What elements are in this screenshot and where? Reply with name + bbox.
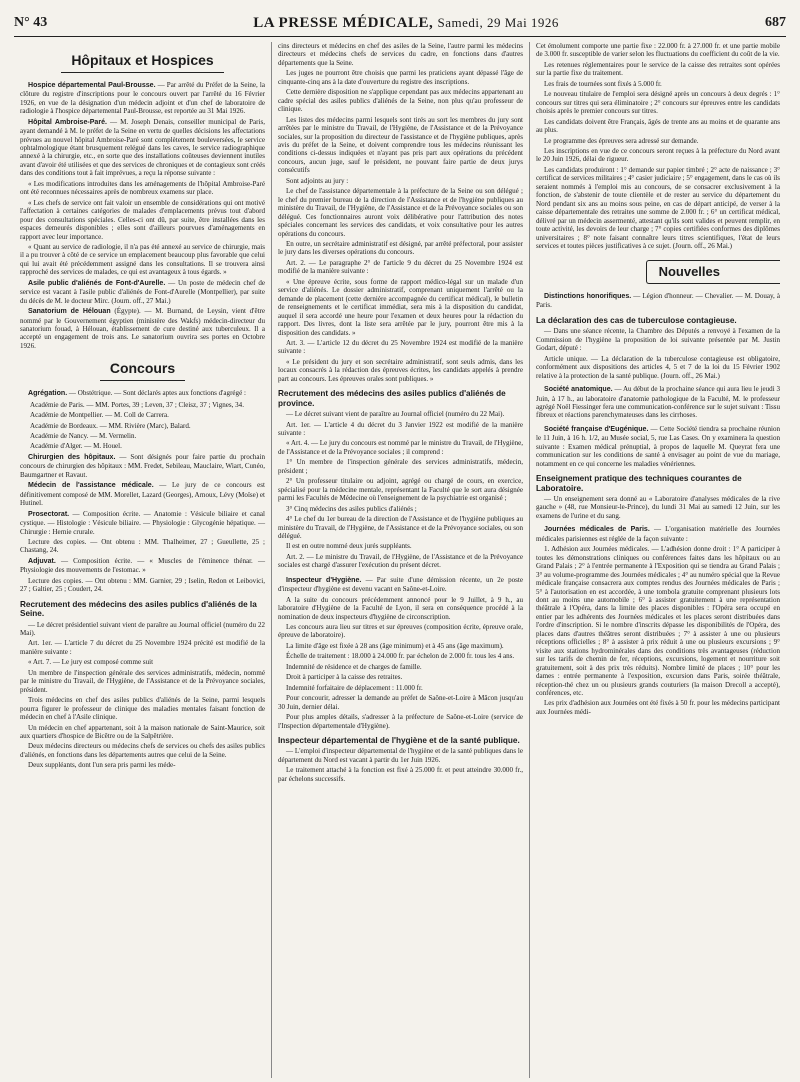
paragraph: Art. 2. — Le ministre du Travail, de l'Hygiène, de l'Assistance et de la Prévoyance sociales est chargé d'assurer l'exécution du présent décret. — [278, 552, 523, 570]
paragraph: Le chef de l'assistance départementale à la préfecture de la Seine ou son délégué ; le chef du premier bureau de la direction de l'Assistance et de l'hygiène publiques au ministère du Travail, de l'Hygiène, de l'Assistance et de la Prévoyance sociales ou son délégué. Ces fonctionnaires auront voix délibérative pour l'attribution des notes spéciales concernant les services des candidats, et voix consultative pour les autres opérations du concours. — [278, 187, 523, 238]
paragraph: Les inscriptions en vue de ce concours seront reçues à la préfecture du Nord avant le 20 Juin 1926, délai de rigueur. — [536, 146, 780, 164]
paragraph: Lecture des copies. — Ont obtenu : MM. Thalheimer, 27 ; Gueullette, 25 ; Chastang, 24. — [20, 537, 265, 555]
article-journees-medicales: Journées médicales de Paris. — L'organisation matérielle des Journées médicales parisiennes est réglée de la façon suivante : — [536, 525, 780, 543]
running-header — [14, 10, 786, 37]
paragraph: Deux médecins directeurs ou médecins chefs de services ou chefs des asiles publics d'aliénés, en fonctions dans les départements autres que celui de la Seine. — [20, 742, 265, 759]
article-title: Prosectorat. — [28, 510, 70, 518]
article-prosectorat: Prosectorat. — Composition écrite. — Anatomie : Vésicule biliaire et canal cystique. — Histologie : Vésicule biliaire. — Physiologie : Glycogénie hépatique. — Chirurgie : Hernie crurale. — [20, 509, 266, 536]
journal-title — [253, 15, 559, 32]
paragraph: Indemnité forfaitaire de déplacement : 11.000 fr. — [286, 683, 423, 692]
article-title: Sanatorium de Hélouan — [28, 308, 111, 316]
article-title: Société anatomique. — [544, 386, 613, 394]
article-title: Adjuvat. — [28, 557, 56, 565]
paragraph: A la suite du concours précédemment annoncé pour le 9 Juillet, à 9 h., au laboratoire d'Hygiène de la Faculté de Lyon, il sera en conséquence procédé à la nomination de deux inspecteurs d'hygiène de circonscription. — [278, 595, 523, 621]
paragraph: Les juges ne pourront être choisis que parmi les praticiens ayant dépassé l'âge de cinquante-cinq ans à la date d'ouverture du registre des inscriptions. — [278, 69, 523, 86]
list-item: Académie de Nancy. — M. Vermelin. — [30, 432, 137, 440]
article-chirurgien: Chirurgien des hôpitaux. — Sont désignés pour faire partie du prochain concours de chirurgien des hôpitaux : MM. Fredet, Sebileau, Mauclaire, Wiart, Cunéo, Baumgartner et Ravaut. — [20, 452, 265, 479]
paragraph: Article unique. — La déclaration de la tuberculose contagieuse est obligatoire, conformément aux dispositions des articles 4, 5 et 7 de la loi du 15 Février 1902 relative à la protection de la santé publique. (Journ. off., 26 Mai.) — [536, 354, 780, 380]
article-paul-brousse: Hospice départemental Paul-Brousse. — Par arrêté du Préfet de la Seine, la clôture du registre d'inscriptions pour le concours ouvert par l'arrêté du 16 Février 1926, en vue de la désignation d'un médecin adjoint et d'un chef de laboratoire de radiologie à l'hospice départemental Paul-Brousse, est reportée au 31 Mai 1926. — [20, 80, 265, 116]
paragraph: Les retenues réglementaires pour le service de la caisse des retraites sont opérées sur la partie fixe du traitement. — [536, 60, 780, 78]
paragraph: cins directeurs et médecins en chef des asiles de la Seine, l'autre parmi les médecins directeurs et médecins chefs de services du cadre, en fonctions dans d'autres départements que la Seine. — [278, 42, 523, 67]
paragraph: 1. Adhésion aux Journées médicales. — L'adhésion donne droit : 1° A participer à toutes les démonstrations cliniques ou conférences faites dans les hôpitaux ou au Grand Palais ; 2° à l'entrée permanente à l'Exposition qui se tiendra au Grand Palais ; 3° au volume-programme des Journées médicales ; 4° au numéro spécial que la Revue médicale française consacrera aux comptes rendus des Journées médicales de Paris ; 5° à l'autorisation en est accordée, à une tombola gratuite comprenant plusieurs lots dont au moins une automobile ; 6° à assister gratuitement à une représentation théâtrale à l'Opéra, dans la limite des places disponibles : l'Opéra sera occupé en entier par les adhérents des Journées médicales et les places seront distribuées dans l'ordre d'inscription. Si le nombre d'inscrits dépasse les disponibilités de l'Opéra, des places dans d'autres théâtres seront distribuées ; 7° à assister à une ou plusieurs réceptions officielles ; 8° à assister à prix réduit à une ou plusieurs excursions ; 9° visite aux stations hydrominérales dans des conditions très avantageuses (réduction sur les tarifs de chemin de fer, réceptions, excursions, logement et nourriture soit gratuitement, soit à des prix très réduits). Nombre limité de places ; 10° pour les dames : entrée permanente à l'exposition, excursion dans Paris, soirée théâtrale, réception-thé chez un ou plusieurs grands couturiers (la maison Drecoll a accepté), conférences, etc. — [536, 545, 780, 697]
issue-number: N° 43 — [14, 15, 48, 30]
paragraph: La limite d'âge est fixée à 28 ans (âge minimum) et à 45 ans (âge maximum). — [286, 641, 504, 650]
paragraph: Sont adjoints au jury : — [286, 176, 349, 185]
list-item: Académie de Paris. — MM. Portes, 39 ; Leven, 37 ; Cleisz, 37 ; Vignes, 34. — [30, 400, 244, 409]
paragraph: Les candidats produiront : 1° demande sur papier timbré ; 2° acte de naissance ; 3° certificat de services militaires ; 4° casier judiciaire ; 5° engagement, dans le cas où ils seraient nommés à l'emploi mis au concours, de se consacrer exclusivement à la fonction, de s'abstenir de toute clientèle et de rester au service du département du Nord pendant six ans au moins sous peine, en cas de départ anticipé, de verser à la caisse départementale des retraites une somme de 2.000 fr. ; 6° un certificat médical, délivré par un médecin assermenté, attestant qu'ils sont valides et peuvent remplir, en toute activité, les devoirs de leur charge ; 7° copies certifiées conformes des diplômes universitaires ; 8° note faisant connaître leurs titres scientifiques, l'état de leurs services et toutes pièces justificatives à ce sujet. (Journ. off., 26 Mai.) — [536, 165, 780, 250]
article-title: Hospice départemental Paul-Brousse. — [28, 81, 156, 89]
paragraph: Cette dernière disposition ne s'applique cependant pas aux médecins appartenant au cadre spécial des asiles publics d'aliénés de la Seine, non plus qu'au professeur de clinique. — [278, 88, 523, 114]
paragraph: Pour concourir, adresser la demande au préfet de Saône-et-Loire à Mâcon jusqu'au 30 Juin, dernier délai. — [278, 694, 523, 711]
columns — [14, 42, 786, 1078]
paragraph: Lecture des copies. — Ont obtenu : MM. Garnier, 29 ; Iselin, Redon et Leibovici, 27 ; Galtier, 25 ; Coudert, 24. — [20, 576, 265, 594]
paragraph: — Le décret suivant vient de paraître au Journal officiel (numéro du 22 Mai). — [286, 410, 505, 419]
article-title: Chirurgien des hôpitaux. — [28, 453, 116, 461]
paragraph: Le programme des épreuves sera adressé sur demande. — [544, 136, 699, 145]
paragraph: Il est en outre nommé deux jurés suppléants. — [286, 542, 412, 551]
paragraph: Art. 1er. — L'article 7 du décret du 25 Novembre 1924 précité est modifié de la manière suivante : — [20, 639, 265, 656]
paragraph: Art. 2. — Le paragraphe 2° de l'article 9 du décret du 25 Novembre 1924 est modifié de la manière suivante : — [278, 258, 523, 276]
issue-date: Samedi, 29 Mai 1926 — [437, 14, 559, 30]
paragraph: Un médecin en chef appartenant, soit à la maison nationale de Saint-Maurice, soit aux quartiers d'hospice de Bicêtre ou de la Salpêtrière. — [20, 723, 265, 740]
article-helouan: Sanatorium de Hélouan (Égypte). — M. Burnand, de Leysin, vient d'être nommé par le Gouvernement égyptien (ministère des Wakfs) médecin-directeur du sanatorium fouad, à Hélouan, établissement de cure destiné aux tuberculeux. Il a accepté un engagement de trois ans. Le sanatorium ouvrira ses portes en Octobre 1926. — [20, 307, 266, 350]
article-distinctions: Distinctions honorifiques. — Légion d'honneur. — Chevalier. — M. Douay, à Paris. — [536, 292, 780, 310]
paragraph: « Les modifications introduites dans les aménagements de l'hôpital Ambroise-Paré ont été reconnues nécessaires après de nombreux examens sur place. — [20, 179, 265, 197]
paragraph: Cet émolument comporte une partie fixe : 22.000 fr. à 27.000 fr. et une partie mobile de 3.000 fr. susceptible de varier selon les fluctuations du coefficient du coût de la vie. — [536, 42, 780, 59]
article-inspecteur-hygiene: Inspecteur d'Hygiène. — Par suite d'une démission récente, un 2e poste d'inspecteur d'hygiène est devenu vacant en Saône-et-Loire. — [278, 575, 523, 594]
article-title: Médecin de l'assistance médicale. — [28, 482, 154, 490]
paragraph: 1° Un membre de l'inspection générale des services administratifs, médecin, président ; — [278, 458, 523, 475]
article-title: Asile public d'aliénés de Font-d'Aurelle. — [28, 279, 166, 287]
column-1 — [14, 42, 272, 1078]
paragraph: Le nouveau titulaire de l'emploi sera désigné après un concours à deux degrés : 1° concours sur titres qui sera éliminatoire ; 2° concours sur épreuves entre les candidats choisis après le premier concours sur titres. — [536, 90, 780, 116]
paragraph: Les prix d'adhésion aux Journées ont été fixés à 50 fr. pour les médecins participant aux Journées médi- — [536, 699, 780, 716]
paragraph: 3° Cinq médecins des asiles publics d'aliénés ; — [286, 504, 417, 513]
page-number: 687 — [765, 15, 786, 30]
article-title: Distinctions honorifiques. — [544, 293, 632, 301]
list-item: Académie de Montpellier. — M. Coll de Carrera. — [30, 411, 169, 420]
column-3 — [530, 42, 786, 1078]
paragraph: Un membre de l'inspection générale des services administratifs, médecin, nommé par le ministre du Travail, de l'Hygiène, de l'Assistance et de la Prévoyance sociales, président. — [20, 668, 265, 694]
journal-name: LA PRESSE MÉDICALE, — [253, 14, 434, 31]
article-title: Agrégation. — [28, 390, 68, 398]
paragraph: 2° Un professeur titulaire ou adjoint, agrégé ou chargé de cours, en exercice, spécialisé pour la médecine mentale, représentant la Faculté que le sort aura désignée parmi les Facultés de Médecine où l'enseignement de la psychiatrie est organisé ; — [278, 477, 523, 503]
paragraph: Le traitement attaché à la fonction est fixé à 25.000 fr. et peut atteindre 30.000 fr., par échelons successifs. — [278, 766, 523, 783]
paragraph: Indemnité de résidence et de charges de famille. — [286, 662, 422, 671]
paragraph: « Les chefs de service ont fait valoir un ensemble de considérations qui ont motivé l'affectation à certaines catégories de malades d'emplacements prévus tout d'abord pour des consultations spéciales. Celles-ci ont dû, par suite, être installées dans les espaces demeurés disponibles ; elles sont d'ailleurs pourvues d'aménagements en rapport avec leur importance. — [20, 198, 265, 241]
paragraph: « Art. 4. — Le jury du concours est nommé par le ministre du Travail, de l'Hygiène, de l'Assistance et de la Prévoyance sociales ; il comprend : — [278, 439, 523, 456]
paragraph: « Le président du jury et son secrétaire administratif, sont seuls admis, dans les locaux consacrés à la rédaction des épreuves écrites, les candidats appelés à prendre part au concours. Les épreuves orales sont publiques. » — [278, 357, 523, 383]
section-heading-hopitaux: Hôpitaux et Hospices — [20, 52, 265, 73]
paragraph: En outre, un secrétaire administratif est désigné, par arrêté préfectoral, pour assister le jury dans les diverses opérations du concours. — [278, 239, 523, 257]
list-item: Académie d'Alger. — M. Houel. — [30, 442, 122, 451]
paragraph: Échelle de traitement : 18.000 à 24.000 fr. par échelon de 2.000 fr. tous les 4 ans. — [286, 652, 515, 661]
paragraph: — Un enseignement sera donné au « Laboratoire d'analyses médicales de la rive gauche » (48, rue Monsieur-le-Prince), du lundi 31 Mai au samedi 12 Juin, sur les examens de l'urine et du sang. — [536, 494, 780, 520]
paragraph: Les frais de tournées sont fixés à 5.000 fr. — [544, 79, 662, 88]
article-societe-anatomique: Société anatomique. — Au début de la prochaine séance qui aura lieu le jeudi 3 Juin, à 17 h., au laboratoire d'anatomie pathologique de la Faculté, M. le professeur agrégé Noël Fiessinger fera une communication-conférence sur le sujet suivant : Tissu fibreux et réactions parenchymateuses dans les cirrhoses. — [536, 385, 781, 420]
paragraph: Art. 3. — L'article 12 du décret du 25 Novembre 1924 est modifié de la manière suivante : — [278, 338, 523, 356]
section-heading-nouvelles: Nouvelles — [536, 260, 780, 284]
paragraph: Les candidats doivent être Français, âgés de trente ans au moins et de quarante ans au plus. — [536, 117, 780, 135]
article-ambroise-pare: Hôpital Ambroise-Paré. — M. Joseph Denais, conseiller municipal de Paris, ayant demandé à M. le préfet de la Seine en vertu de quelles décisions les affectations prévues au nouvel hôpital Ambroise-Paré sont complètement bouleversées, le service ophtalmologique étant brusquement relégué dans les caves, le service radiographique annexé à la chirurgie, etc., en sorte que des installations coûteuses deviennent inutiles avant d'avoir été utilisées et que des services de chroniques et de contagieux sont créés dans des conditions tout à fait imprévues, a reçu la réponse suivante : — [20, 117, 265, 178]
article-eugenique: Société française d'Eugénique. — Cette Société tiendra sa prochaine réunion le 11 Juin, à 16 h. 1/2, au Musée social, 5, rue Las Cases. On y examinera la question suivante : Examen médical prénuptial, à propos de laquelle M. Queyrat fera une communication sur les conditions de santé à envisager au point de vue du mariage, notamment en ce qui concerne les maladies vénériennes. — [536, 424, 780, 468]
article-agregation: Agrégation. — Obstétrique. — Sont déclarés aptes aux fonctions d'agrégé : — [28, 389, 246, 398]
paragraph: Art. 1er. — L'article 4 du décret du 3 Janvier 1922 est modifié de la manière suivante : — [278, 420, 523, 437]
paragraph: « Une épreuve écrite, sous forme de rapport médico-légal sur un malade d'un service d'aliénés. Le dossier administratif, comprenant uniquement l'arrêté ou la demande de placement (cette dernière accompagnée du certificat médical), le bulletin de renseignements et le certificat immédiat, sera mis à la disposition du candidat, auquel il sera accordé une heure pour l'examen et deux heures pour la rédaction du rapport. Des livres, dont la liste sera arrêtée par le jury, pourront être mis à la disposition des candidats. » — [278, 277, 523, 337]
article-font-aurelle: Asile public d'aliénés de Font-d'Aurelle. — Un poste de médecin chef de service est vacant à l'asile public d'aliénés de Font-d'Aurelle (Montpellier), par suite du décès de M. le docteur Mirc. (Journ. off., 27 Mai.) — [20, 278, 265, 305]
article-title-recrutement-seine: Recrutement des médecins des asiles publics d'aliénés de la Seine. — [20, 599, 257, 619]
paragraph: Deux suppléants, dont l'un sera pris parmi les méde- — [28, 761, 176, 770]
list-item: Académie de Bordeaux. — MM. Rivière (Marc), Balard. — [30, 421, 191, 430]
article-adjuvat: Adjuvat. — Composition écrite. — « Muscles de l'éminence thénar. — Physiologie des mouvements de l'estomac. » — [20, 556, 265, 575]
article-title-enseignement: Enseignement pratique des techniques courantes de Laboratoire. — [536, 474, 742, 493]
paragraph: « Quant au service de radiologie, il n'a pas été annexé au service de chirurgie, mais il a pu trouver à côté de ce service un emplacement beaucoup plus favorable que celui qui lui avait été précédemment assigné dans les consultations. Il se trouvera ainsi rapproché des services de malades, ce qui est avantageux à tous égards. » — [20, 242, 265, 277]
paragraph: Les concours aura lieu sur titres et sur épreuves (composition écrite, épreuve orale, épreuve de laboratoire). — [278, 623, 523, 640]
article-title: Hôpital Ambroise-Paré. — [28, 118, 107, 126]
article-title-inspecteur-departemental: Inspecteur départemental de l'hygiène et de la santé publique. — [278, 736, 520, 746]
paragraph: Droit à participer à la caisse des retraites. — [286, 673, 403, 682]
paragraph: — L'emploi d'inspecteur départemental de l'hygiène et de la santé publiques dans le département du Nord est vacant à partir du 1er Juin 1926. — [278, 747, 523, 764]
article-assistance: Médecin de l'assistance médicale. — Le jury de ce concours est définitivement composé de MM. Morellet, Lazard (Georges), Arnoux, Lévy (Moïse) et Hutinel. — [20, 481, 266, 508]
article-title: Journées médicales de Paris. — [544, 526, 650, 534]
paragraph: — Dans une séance récente, la Chambre des Députés a renvoyé à l'examen de la Commission de l'hygiène la proposition de loi suivante présentée par M. Justin Godart, député : — [536, 327, 780, 353]
paragraph: 4° Le chef du 1er bureau de la direction de l'Assistance et de l'hygiène publiques au ministère du Travail, de l'Hygiène, de l'Assistance et de la Prévoyance sociales, ou son délégué. — [278, 515, 523, 540]
section-heading-concours: Concours — [20, 360, 265, 381]
article-title-recrutement-province: Recrutement des médecins des asiles publics d'aliénés de province. — [278, 389, 506, 408]
article-title-declaration: La déclaration des cas de tuberculose contagieuse. — [536, 315, 737, 325]
paragraph: « Art. 7. — Le jury est composé comme suit — [28, 658, 154, 667]
paragraph: Pour plus amples détails, s'adresser à la préfecture de Saône-et-Loire (service de l'Inspection départementale d'Hygiène). — [278, 713, 523, 730]
paragraph: Trois médecins en chef des asiles publics d'aliénés de la Seine, parmi lesquels pourra figurer le professeur de clinique des maladies mentales faisant fonction de médecin en chef à l'Asile clinique. — [20, 696, 265, 722]
column-2 — [272, 42, 530, 1078]
paragraph: Les listes des médecins parmi lesquels sont tirés au sort les membres du jury sont arrêtées par le ministre du Travail, de l'Hygiène, de l'Assistance et de la Prévoyance sociales, sur la proposition du directeur de l'assistance et de l'hygiène publiques, après avis du préfet de la Seine, et doivent comprendre tous les médecins réunissant les conditions ci-dessus indiquées et n'ayant pas pris part aux opérations du précédent concours, aucun juge, sauf le président, ne pouvant faire partie de deux jurys consécutifs — [278, 115, 523, 175]
paragraph: — Le décret présidentiel suivant vient de paraître au Journal officiel (numéro du 22 Mai). — [20, 620, 265, 637]
article-title: Inspecteur d'Hygiène. — [286, 576, 362, 584]
article-title: Société française d'Eugénique. — [544, 425, 649, 433]
